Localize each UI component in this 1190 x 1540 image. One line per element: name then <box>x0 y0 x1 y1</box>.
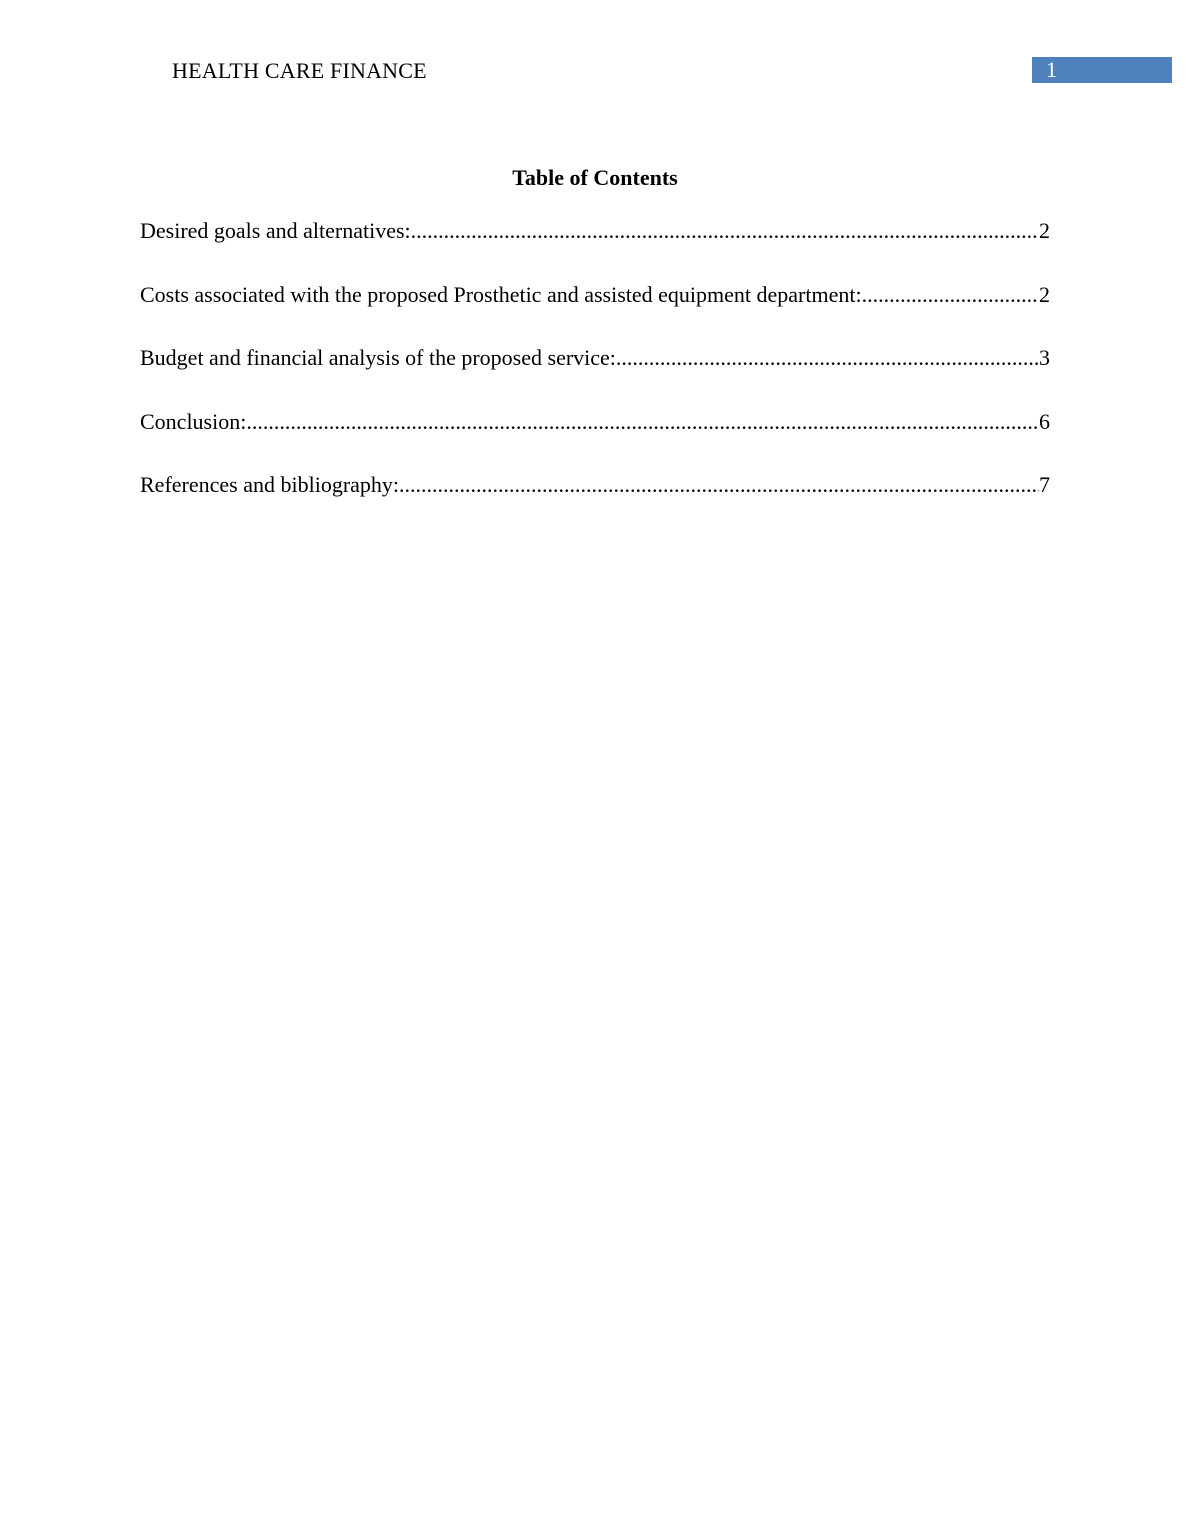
toc-dot-leader <box>246 408 1039 436</box>
toc-entry-desired-goals[interactable] <box>140 217 1050 245</box>
toc-dot-leader <box>411 217 1039 245</box>
toc-entry-label: Costs associated with the proposed Prosthetic and assisted equipment department: <box>140 281 862 307</box>
toc-entry-page: 2 <box>1039 281 1050 307</box>
toc-entry-page: 3 <box>1039 345 1050 370</box>
toc-dot-leader <box>616 344 1039 372</box>
toc-entry-page: 7 <box>1039 472 1050 497</box>
running-head: HEALTH CARE FINANCE <box>172 58 427 83</box>
toc-entry-label: Desired goals and alternatives: <box>140 218 411 243</box>
toc-dot-leader <box>399 471 1039 499</box>
toc-title: Table of Contents <box>512 165 678 190</box>
toc-entry-page: 6 <box>1039 408 1050 434</box>
page-number: 1 <box>1046 57 1057 82</box>
toc-entry-label: Budget and financial analysis of the proposed service: <box>140 345 616 370</box>
toc-entry-budget[interactable] <box>140 344 1050 372</box>
toc-entry-label: Conclusion: <box>140 408 247 434</box>
toc-entry-conclusion[interactable] <box>140 408 1050 436</box>
toc-dot-leader <box>862 281 1039 309</box>
toc-list <box>140 217 1050 535</box>
toc-entry-label: References and bibliography: <box>140 472 400 497</box>
toc-entry-page: 2 <box>1039 218 1050 243</box>
toc-entry-references[interactable] <box>140 471 1050 499</box>
page-number-badge <box>1032 57 1172 83</box>
toc-entry-costs[interactable] <box>140 281 1050 309</box>
